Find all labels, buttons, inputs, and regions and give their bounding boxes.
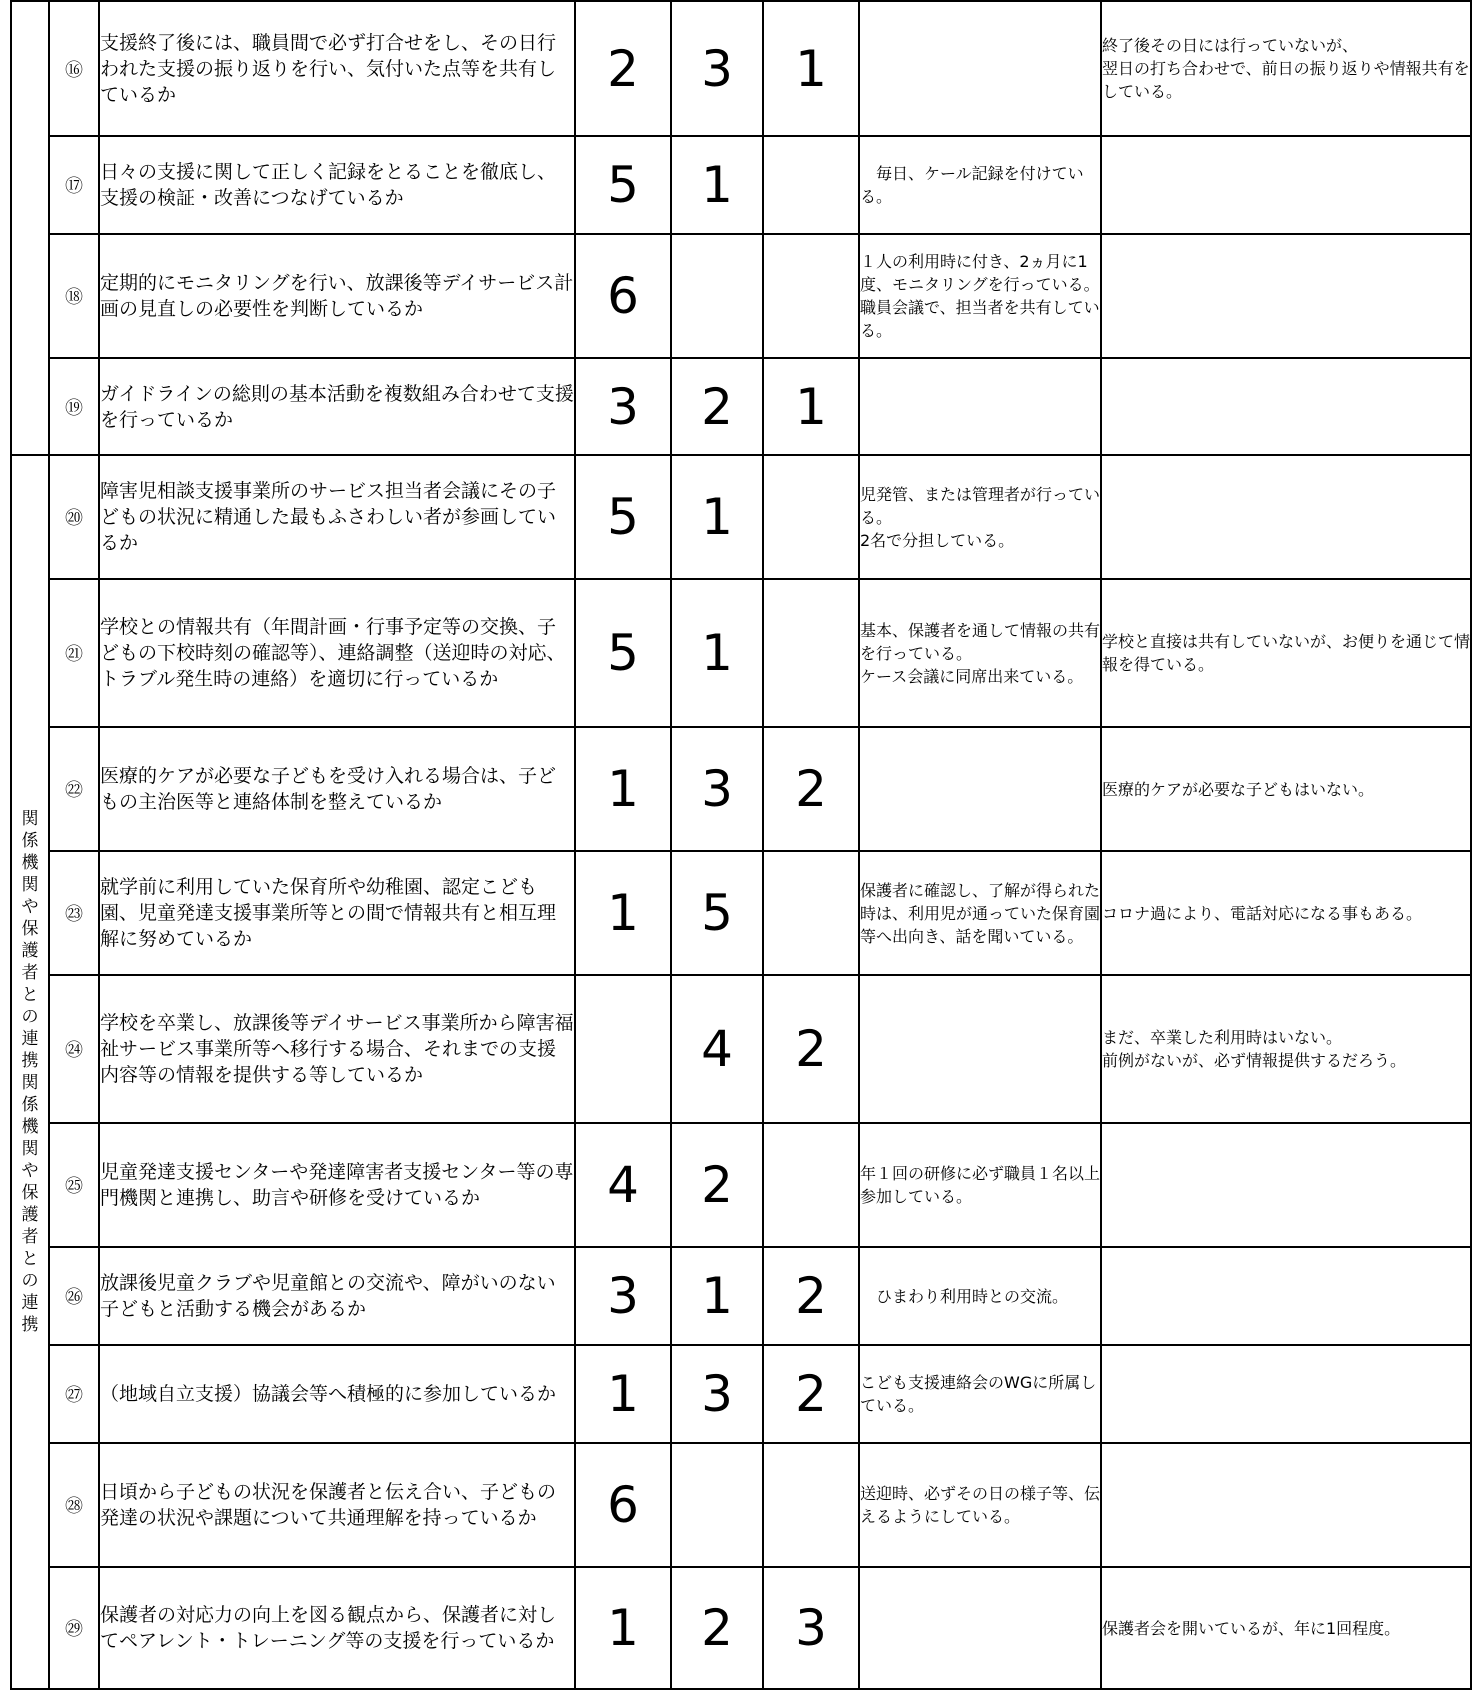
staff-note: 児発管、または管理者が行っている。 2名で分担している。 [859, 455, 1101, 579]
improvement-note [1101, 1345, 1471, 1443]
staff-note [859, 727, 1101, 851]
staff-note: 年１回の研修に必ず職員１名以上参加している。 [859, 1123, 1101, 1247]
count-yes: 5 [575, 579, 671, 727]
count-yes: 1 [575, 851, 671, 975]
improvement-note [1101, 1443, 1471, 1567]
staff-note [859, 358, 1101, 455]
table-row [11, 136, 1471, 234]
count-yes: 5 [575, 455, 671, 579]
count-no: 2 [763, 1247, 859, 1345]
count-yes: 5 [575, 136, 671, 234]
count-no [763, 234, 859, 358]
count-yes: 3 [575, 1247, 671, 1345]
staff-note [859, 1567, 1101, 1689]
table-row [11, 727, 1471, 851]
table-row [11, 1123, 1471, 1247]
count-no: 1 [763, 358, 859, 455]
item-text: 保護者の対応力の向上を図る観点から、保護者に対してペアレント・トレーニング等の支援を行っているか [99, 1567, 575, 1689]
item-number: ⑲ [49, 358, 99, 455]
count-no: 2 [763, 727, 859, 851]
count-no [763, 851, 859, 975]
table-row [11, 579, 1471, 727]
evaluation-table [10, 0, 1472, 1690]
item-text: 医療的ケアが必要な子どもを受け入れる場合は、子どもの主治医等と連絡体制を整えているか [99, 727, 575, 851]
count-partial: 2 [671, 1567, 763, 1689]
count-yes: 3 [575, 358, 671, 455]
improvement-note [1101, 234, 1471, 358]
count-yes: 2 [575, 1, 671, 136]
item-number: ㉒ [49, 727, 99, 851]
item-number: ⑯ [49, 1, 99, 136]
item-text: ガイドラインの総則の基本活動を複数組み合わせて支援を行っているか [99, 358, 575, 455]
improvement-note: 終了後その日には行っていないが、 翌日の打ち合わせで、前日の振り返りや情報共有をしている。 [1101, 1, 1471, 136]
improvement-note [1101, 1123, 1471, 1247]
count-yes: 4 [575, 1123, 671, 1247]
improvement-note [1101, 358, 1471, 455]
count-partial [671, 1443, 763, 1567]
category-cell-relations [11, 455, 49, 1689]
item-number: ㉔ [49, 975, 99, 1123]
improvement-note: まだ、卒業した利用時はいない。 前例がないが、必ず情報提供するだろう。 [1101, 975, 1471, 1123]
count-yes: 1 [575, 727, 671, 851]
staff-note: 毎日、ケール記録を付けている。 [859, 136, 1101, 234]
count-no: 2 [763, 975, 859, 1123]
count-yes: 6 [575, 234, 671, 358]
item-number: ㉘ [49, 1443, 99, 1567]
improvement-note: 学校と直接は共有していないが、お便りを通じて情報を得ている。 [1101, 579, 1471, 727]
count-partial: 3 [671, 1345, 763, 1443]
item-text: 障害児相談支援事業所のサービス担当者会議にその子どもの状況に精通した最もふさわしい者が参画しているか [99, 455, 575, 579]
category-label-relations: 関係機関や保護者との連携関係機関や保護者との連携 [21, 809, 39, 1335]
item-number: ㉓ [49, 851, 99, 975]
count-partial: 1 [671, 136, 763, 234]
table-row [11, 1567, 1471, 1689]
table-row [11, 1247, 1471, 1345]
improvement-note: 医療的ケアが必要な子どもはいない。 [1101, 727, 1471, 851]
item-number: ㉕ [49, 1123, 99, 1247]
item-number: ⑰ [49, 136, 99, 234]
table-row [11, 851, 1471, 975]
count-no [763, 579, 859, 727]
count-partial: 2 [671, 358, 763, 455]
item-number: ㉗ [49, 1345, 99, 1443]
staff-note: こども支援連絡会のWGに所属している。 [859, 1345, 1101, 1443]
count-yes: 1 [575, 1567, 671, 1689]
staff-note [859, 1, 1101, 136]
item-text: 日々の支援に関して正しく記録をとることを徹底し、支援の検証・改善につなげているか [99, 136, 575, 234]
item-number: ㉙ [49, 1567, 99, 1689]
item-text: 学校との情報共有（年間計画・行事予定等の交換、子どもの下校時刻の確認等）、連絡調整（送迎時の対応、トラブル発生時の連絡）を適切に行っているか [99, 579, 575, 727]
item-text: （地域自立支援）協議会等へ積極的に参加しているか [99, 1345, 575, 1443]
count-no [763, 1123, 859, 1247]
staff-note: １人の利用時に付き、2ヵ月に1度、モニタリングを行っている。職員会議で、担当者を共有している。 [859, 234, 1101, 358]
count-partial: 3 [671, 1, 763, 136]
improvement-note [1101, 136, 1471, 234]
item-text: 就学前に利用していた保育所や幼稚園、認定こども園、児童発達支援事業所等との間で情報共有と相互理解に努めているか [99, 851, 575, 975]
staff-note [859, 975, 1101, 1123]
table-row [11, 1, 1471, 136]
item-text: 放課後児童クラブや児童館との交流や、障がいのない子どもと活動する機会があるか [99, 1247, 575, 1345]
staff-note: 送迎時、必ずその日の様子等、伝えるようにしている。 [859, 1443, 1101, 1567]
item-number: ㉑ [49, 579, 99, 727]
count-no: 2 [763, 1345, 859, 1443]
table-row [11, 1345, 1471, 1443]
item-text: 支援終了後には、職員間で必ず打合せをし、その日行われた支援の振り返りを行い、気付いた点等を共有しているか [99, 1, 575, 136]
improvement-note [1101, 1247, 1471, 1345]
table-row [11, 234, 1471, 358]
improvement-note [1101, 455, 1471, 579]
count-no: 1 [763, 1, 859, 136]
count-yes [575, 975, 671, 1123]
table-row [11, 358, 1471, 455]
item-number: ⑱ [49, 234, 99, 358]
table-row [11, 455, 1471, 579]
count-partial: 3 [671, 727, 763, 851]
count-no [763, 136, 859, 234]
count-no [763, 1443, 859, 1567]
count-partial [671, 234, 763, 358]
count-partial: 1 [671, 1247, 763, 1345]
improvement-note: コロナ過により、電話対応になる事もある。 [1101, 851, 1471, 975]
count-no: 3 [763, 1567, 859, 1689]
item-text: 定期的にモニタリングを行い、放課後等デイサービス計画の見直しの必要性を判断しているか [99, 234, 575, 358]
table-row [11, 1443, 1471, 1567]
item-text: 児童発達支援センターや発達障害者支援センター等の専門機関と連携し、助言や研修を受けているか [99, 1123, 575, 1247]
item-text: 学校を卒業し、放課後等デイサービス事業所から障害福祉サービス事業所等へ移行する場合、それまでの支援内容等の情報を提供する等しているか [99, 975, 575, 1123]
count-yes: 6 [575, 1443, 671, 1567]
staff-note: 基本、保護者を通して情報の共有を行っている。 ケース会議に同席出来ている。 [859, 579, 1101, 727]
count-yes: 1 [575, 1345, 671, 1443]
count-partial: 1 [671, 455, 763, 579]
count-partial: 2 [671, 1123, 763, 1247]
item-number: ⑳ [49, 455, 99, 579]
item-text: 日頃から子どもの状況を保護者と伝え合い、子どもの発達の状況や課題について共通理解を持っているか [99, 1443, 575, 1567]
count-partial: 4 [671, 975, 763, 1123]
count-partial: 5 [671, 851, 763, 975]
table-row [11, 975, 1471, 1123]
count-no [763, 455, 859, 579]
category-cell-top [11, 1, 49, 455]
improvement-note: 保護者会を開いているが、年に1回程度。 [1101, 1567, 1471, 1689]
count-partial: 1 [671, 579, 763, 727]
item-number: ㉖ [49, 1247, 99, 1345]
staff-note: ひまわり利用時との交流。 [859, 1247, 1101, 1345]
staff-note: 保護者に確認し、了解が得られた時は、利用児が通っていた保育園等へ出向き、話を聞いている。 [859, 851, 1101, 975]
